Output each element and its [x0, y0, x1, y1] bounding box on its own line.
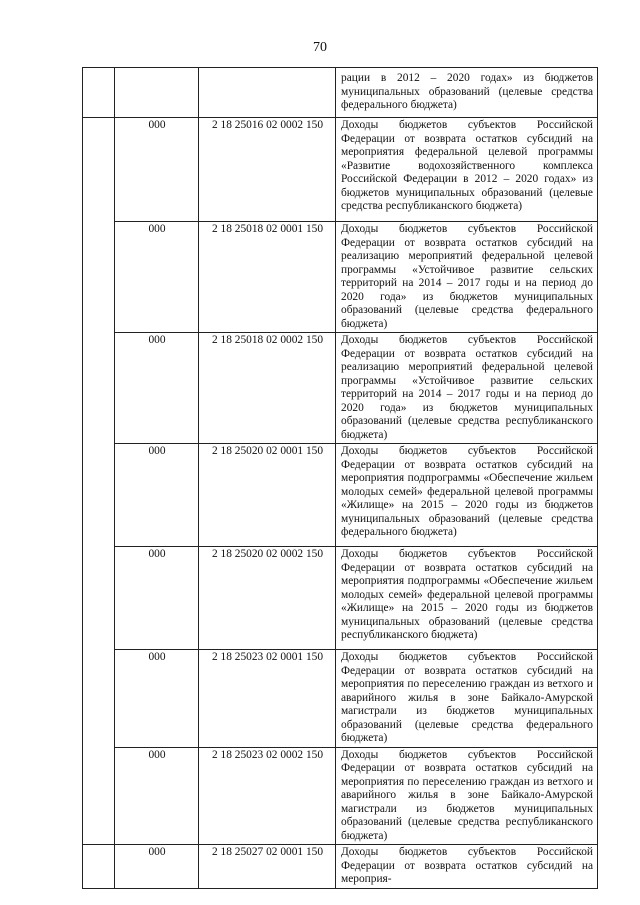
budget-code-cell: 2 18 25023 02 0002 150 — [199, 747, 336, 845]
table-row — [83, 444, 598, 547]
income-description-text: Доходы бюджетов субъектов Российской Федерации от возврата остатков субсидий на реализацию мероприятий федеральной целевой программы «Устойчивое развитие сельских территорий на 2014 – 2017 годы и на период до 2020 года» из бюджетов муниципальных образований (целевые средства федерального бюджета) — [341, 223, 593, 330]
budget-code-cell: 2 18 25016 02 0002 150 — [199, 118, 336, 222]
row-group-cell — [83, 222, 115, 333]
income-description-text: рации в 2012 – 2020 годах» из бюджетов муниципальных образований (целевые средства федерального бюджета) — [341, 72, 593, 111]
admin-code-cell: 000 — [115, 118, 199, 222]
admin-code-cell: 000 — [115, 650, 199, 748]
admin-code-cell: 000 — [115, 222, 199, 333]
budget-code-cell: 2 18 25018 02 0002 150 — [199, 333, 336, 444]
row-group-cell — [83, 68, 115, 118]
income-description-text: Доходы бюджетов субъектов Российской Федерации от возврата остатков субсидий на мероприятия федеральной целевой программы «Развитие водохозяйственного комплекса Российской Федерации в 2012 – 2020 годах» из бюджетов муниципальных образований (целевые средства республиканского бюджета) — [341, 119, 593, 212]
income-description-text: Доходы бюджетов субъектов Российской Федерации от возврата остатков субсидий на реализацию мероприятий федеральной целевой программы «Устойчивое развитие сельских территорий на 2014 – 2017 годы и на период до 2020 года» из бюджетов муниципальных образований (целевые средства республиканского бюджета) — [341, 334, 593, 441]
table-row — [83, 650, 598, 748]
admin-code-cell: 000 — [115, 845, 199, 889]
page-number: 70 — [313, 40, 327, 55]
income-description-cell — [336, 222, 598, 333]
income-description-cell — [336, 118, 598, 222]
income-description-text: Доходы бюджетов субъектов Российской Федерации от возврата остатков субсидий на мероприятия подпрограммы «Обеспечение жильем молодых семей» федеральной целевой программы «Жилище» на 2015 – 2020 годы из бюджетов муниципальных образований (целевые средства республиканского бюджета) — [341, 548, 593, 641]
budget-classification-table — [82, 67, 598, 889]
income-description-cell — [336, 747, 598, 845]
table-body — [83, 68, 598, 889]
table-row — [83, 118, 598, 222]
budget-code-cell — [199, 68, 336, 118]
income-description-cell — [336, 333, 598, 444]
row-group-cell — [83, 444, 115, 547]
income-description-text: Доходы бюджетов субъектов Российской Федерации от возврата остатков субсидий на мероприятия подпрограммы «Обеспечение жильем молодых семей» федеральной целевой программы «Жилище» на 2015 – 2020 годы из бюджетов муниципальных образований (целевые средства федерального бюджета) — [341, 445, 593, 538]
budget-code-cell: 2 18 25018 02 0001 150 — [199, 222, 336, 333]
table-row — [83, 845, 598, 889]
row-group-cell — [83, 747, 115, 845]
row-group-cell — [83, 547, 115, 650]
income-description-text: Доходы бюджетов субъектов Российской Федерации от возврата остатков субсидий на мероприя- — [341, 846, 593, 885]
income-description-text: Доходы бюджетов субъектов Российской Федерации от возврата остатков субсидий на мероприятия по переселению граждан из ветхого и аварийного жилья в зоне Байкало-Амурской магистрали из бюджетов муниципальных образований (целевые средства республиканского бюджета) — [341, 748, 593, 842]
budget-code-cell: 2 18 25020 02 0001 150 — [199, 444, 336, 547]
income-description-cell — [336, 68, 598, 118]
admin-code-cell: 000 — [115, 444, 199, 547]
income-description-cell — [336, 845, 598, 889]
table-row — [83, 68, 598, 118]
table-row — [83, 333, 598, 444]
row-group-cell — [83, 650, 115, 748]
income-description-cell — [336, 444, 598, 547]
table-row — [83, 747, 598, 845]
row-group-cell — [83, 118, 115, 222]
income-description-cell — [336, 650, 598, 748]
income-description-text: Доходы бюджетов субъектов Российской Федерации от возврата остатков субсидий на мероприятия по переселению граждан из ветхого и аварийного жилья в зоне Байкало-Амурской магистрали из бюджетов муниципальных образований (целевые средства федерального бюджета) — [341, 651, 593, 744]
income-description-cell — [336, 547, 598, 650]
admin-code-cell: 000 — [115, 333, 199, 444]
row-group-cell — [83, 333, 115, 444]
budget-code-cell: 2 18 25027 02 0001 150 — [199, 845, 336, 889]
budget-code-cell: 2 18 25023 02 0001 150 — [199, 650, 336, 748]
admin-code-cell: 000 — [115, 547, 199, 650]
table-row — [83, 222, 598, 333]
row-group-cell — [83, 845, 115, 889]
table-row — [83, 547, 598, 650]
budget-code-cell: 2 18 25020 02 0002 150 — [199, 547, 336, 650]
admin-code-cell — [115, 68, 199, 118]
admin-code-cell: 000 — [115, 747, 199, 845]
